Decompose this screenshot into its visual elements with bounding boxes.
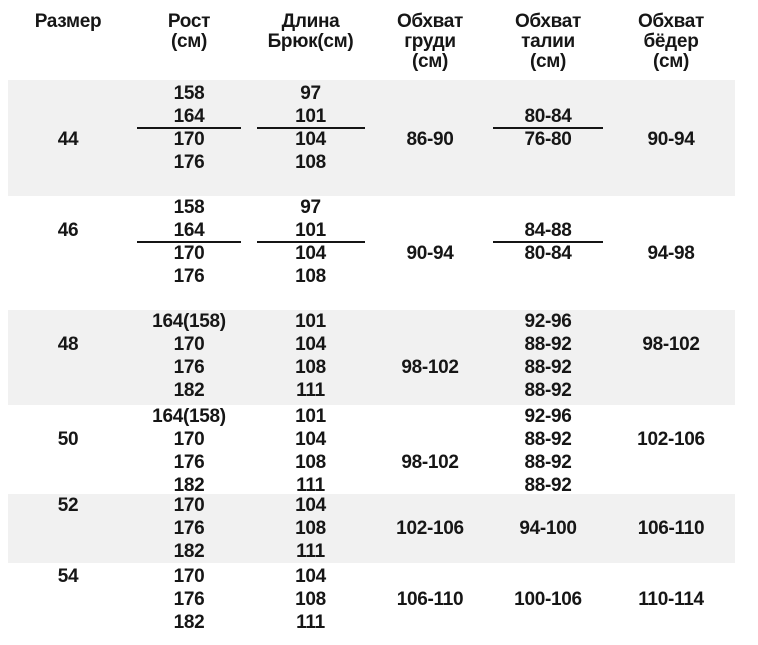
length-cell: 101 [295, 310, 326, 332]
col-header-hips-line2: бёдер [643, 31, 699, 52]
col-header-waist [489, 12, 607, 72]
size-cell: 44 [57, 128, 79, 150]
col-header-waist-unit: (см) [529, 51, 567, 72]
size-cell: 48 [57, 333, 79, 355]
height-cell: 176 [173, 517, 205, 539]
waist-cell: 88-92 [524, 333, 572, 355]
height-cell: 158 [173, 196, 205, 218]
chest-cell: 98-102 [401, 451, 459, 473]
hips-cell: 110-114 [638, 588, 704, 610]
waist-cell: 76-80 [524, 128, 572, 150]
height-cell: 176 [173, 451, 205, 473]
height-cell: 170 [173, 128, 205, 150]
col-header-height-unit: (см) [170, 31, 208, 52]
height-cell: 182 [173, 380, 205, 402]
size-block-44 [8, 80, 735, 196]
height-cell: 176 [173, 266, 205, 288]
col-header-hips-unit: (см) [652, 51, 690, 72]
chest-cell: 86-90 [406, 128, 454, 150]
col-header-height-line: Рост [167, 11, 211, 32]
size-cell: 52 [57, 494, 79, 516]
col-header-height [128, 12, 250, 72]
height-cell: 164(158) [152, 405, 226, 427]
height-cell: 170 [173, 565, 205, 587]
length-cell: 108 [295, 588, 326, 610]
col-header-hips [607, 12, 735, 72]
length-cell: 104 [295, 428, 326, 450]
length-cell: 108 [295, 152, 326, 174]
length-cell: 111 [296, 540, 325, 562]
col-header-size [8, 12, 128, 72]
waist-cell: 88-92 [524, 451, 572, 473]
length-cell: 101 [295, 405, 326, 427]
col-header-pants-length-line: Длина [281, 11, 340, 32]
chest-cell: 102-106 [396, 517, 464, 539]
length-cell: 104 [295, 494, 326, 516]
height-cell: 170 [173, 494, 205, 516]
length-cell: 111 [296, 475, 325, 497]
length-cell: 108 [295, 356, 326, 378]
hips-cell: 106-110 [637, 517, 705, 539]
length-cell: 101 [295, 105, 326, 127]
height-cell: 182 [173, 611, 205, 633]
waist-cell: 88-92 [524, 380, 572, 402]
col-header-size-line: Размер [34, 11, 102, 32]
hips-cell: 102-106 [637, 428, 705, 450]
table-header [8, 0, 735, 80]
length-cell: 104 [295, 565, 326, 587]
hips-cell: 90-94 [647, 128, 695, 150]
size-block-52 [8, 494, 735, 563]
waist-cell: 100-106 [514, 588, 582, 610]
size-block-48 [8, 310, 735, 405]
height-cell: 158 [173, 82, 205, 104]
size-block-50 [8, 405, 735, 497]
col-header-pants-length-unit: Брюк(см) [267, 31, 354, 52]
size-block-54 [8, 563, 735, 645]
chest-cell: 106-110 [396, 588, 464, 610]
length-cell: 108 [295, 266, 326, 288]
waist-cell: 94-100 [519, 517, 577, 539]
length-cell: 111 [296, 611, 325, 633]
hips-cell: 98-102 [642, 333, 700, 355]
waist-cell: 88-92 [524, 356, 572, 378]
col-header-waist-line2: талии [521, 31, 575, 52]
size-block-46 [8, 196, 735, 310]
height-cell: 182 [173, 540, 205, 562]
waist-cell: 80-84 [524, 242, 572, 264]
chest-cell: 90-94 [406, 242, 454, 264]
waist-cell: 80-84 [524, 105, 572, 127]
chest-cell: 98-102 [401, 356, 459, 378]
height-cell: 170 [173, 242, 205, 264]
length-cell: 97 [300, 82, 321, 104]
length-cell: 108 [295, 517, 326, 539]
height-cell: 176 [173, 152, 205, 174]
waist-cell: 92-96 [524, 405, 572, 427]
length-cell: 108 [295, 451, 326, 473]
waist-cell: 88-92 [524, 428, 572, 450]
length-cell: 104 [295, 242, 326, 264]
length-cell: 104 [295, 333, 326, 355]
col-header-hips-line: Обхват [637, 11, 705, 32]
length-cell: 101 [295, 219, 326, 241]
length-cell: 97 [300, 196, 321, 218]
size-cell: 54 [57, 565, 79, 587]
hips-cell: 94-98 [647, 242, 695, 264]
size-cell: 50 [57, 428, 79, 450]
waist-cell: 88-92 [524, 475, 572, 497]
col-header-pants-length [250, 12, 371, 72]
length-cell: 111 [296, 380, 325, 402]
height-cell: 164 [173, 105, 205, 127]
height-cell: 164 [173, 219, 205, 241]
col-header-chest-unit: (см) [411, 51, 449, 72]
size-cell: 46 [57, 219, 79, 241]
height-cell: 176 [173, 356, 205, 378]
height-cell: 164(158) [152, 310, 226, 332]
height-cell: 170 [173, 333, 205, 355]
height-cell: 182 [173, 475, 205, 497]
col-header-waist-line: Обхват [514, 11, 582, 32]
col-header-chest-line2: груди [404, 31, 456, 52]
height-cell: 170 [173, 428, 205, 450]
col-header-chest-line: Обхват [396, 11, 464, 32]
length-cell: 104 [295, 128, 326, 150]
height-cell: 176 [173, 588, 205, 610]
waist-cell: 92-96 [524, 310, 572, 332]
waist-cell: 84-88 [524, 219, 572, 241]
col-header-chest [371, 12, 489, 72]
